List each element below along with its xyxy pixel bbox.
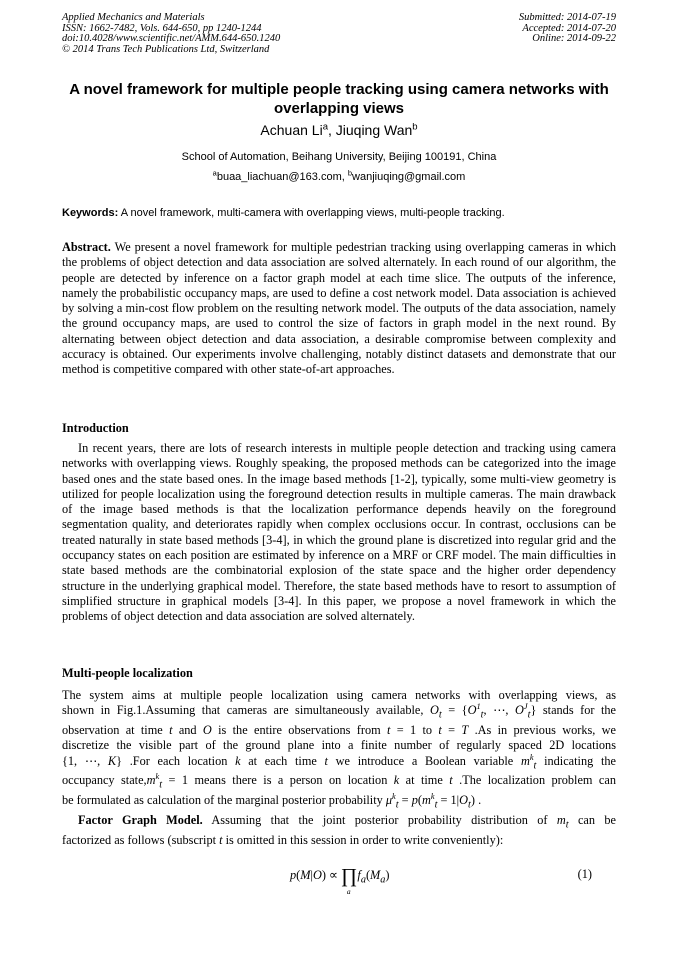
abstract — [62, 240, 616, 378]
text-run: shown in Fig.1.Assuming that cameras are simultaneously available, — [62, 703, 430, 718]
text-run: be formulated as calculation of the marginal posterior probability — [62, 793, 386, 808]
equation-1 — [62, 865, 616, 896]
factor-graph-model-label: Factor Graph Model. — [78, 812, 203, 827]
math-symbol: k — [235, 753, 241, 768]
observation-formula — [429, 702, 537, 721]
text-run: can be — [568, 812, 616, 827]
math-operator: = 1 — [390, 723, 417, 738]
math-symbol: O — [514, 703, 524, 718]
text-line: discretize the visible part of the ground plane into a finite number of regularly spaced 2D locations — [62, 738, 616, 753]
author-1: Achuan Li — [260, 122, 323, 138]
math-symbol: t — [169, 723, 173, 738]
math-operator: | — [310, 868, 313, 882]
math-symbol: f — [357, 868, 361, 882]
math-symbol: m — [146, 773, 156, 788]
equation-body — [290, 865, 390, 896]
text-run: . — [475, 793, 482, 808]
math-subscript: a — [380, 874, 386, 886]
math-operator: , ⋯, — [483, 703, 515, 718]
math-symbol: t — [387, 723, 391, 738]
text-run: .As in previous works, we — [468, 723, 616, 738]
author-2: Jiuqing Wan — [335, 122, 413, 138]
journal-doi: doi:10.4028/www.scientific.net/AMM.644-650.1240 — [62, 33, 281, 44]
math-operator: = — [441, 723, 462, 738]
math-symbol: m — [520, 753, 530, 768]
math-subscript: a — [346, 887, 351, 896]
math-subscript: t — [159, 779, 163, 791]
date-accepted: Accepted: 2014-07-20 — [522, 22, 616, 34]
text-run: .For each location — [122, 753, 236, 768]
keywords-text: A novel framework, multi-camera with overlapping views, multi-people tracking. — [118, 207, 505, 219]
text-run: means there is a person on location — [188, 773, 394, 788]
email-separator: , — [341, 171, 348, 183]
math-symbol: m — [421, 793, 431, 808]
math-operator: } — [530, 703, 537, 718]
email-b-mark: b — [347, 168, 353, 178]
text-line — [62, 793, 616, 813]
text-run: observation at time — [62, 723, 170, 738]
text-run: is the entire observations from — [211, 723, 388, 738]
product-sign: ∏ — [340, 865, 358, 887]
math-symbol: t — [449, 773, 453, 788]
math-subscript: t — [480, 709, 484, 721]
math-symbol: M — [300, 868, 311, 882]
text-line — [62, 703, 616, 723]
math-operator: ( — [365, 868, 371, 882]
journal-copyright: © 2014 Trans Tech Publications Ltd, Switzerland — [62, 43, 270, 55]
author-1-affil-mark: a — [322, 121, 328, 133]
text-line — [62, 833, 616, 848]
text-run: is omitted in this session in order to write conveniently): — [222, 832, 504, 847]
introduction-paragraph: In recent years, there are lots of research interests in multiple people detection and tracking using camera networks with overlapping views. Roughly speaking, the proposed methods can be categorized into the image based ones and the state based ones. In the image based methods [1-2], typically, some multi-view geometry is utilized for people localization using the foreground detection results in multiple cameras. The main drawback of the image based methods is that the localization performance depends heavily on the foreground segmentation quality, and deteriorates rapidly when complex occlusions occur. In contrast, occlusions can be treated naturally in state based methods [3-4], in which the ground plane is discretized into regular grid and the occupancy states on each position are estimated by inference on a MRF or CRF model. The main difficulties in state based methods are the combinatorial explosion of the state space and the higher order dependency structure in the underlying graphical model. Therefore, the state based methods have to resort to assumption of simplified structure in graphical models [3-4]. In this paper, we propose a novel framework in which the problems of object detection and data association are solved alternately. — [62, 441, 616, 624]
text-line — [62, 813, 616, 833]
affiliation: School of Automation, Beihang University, Beijing 100191, China — [181, 151, 497, 163]
keywords-label: Keywords: — [62, 207, 119, 219]
author-list — [40, 121, 638, 139]
section-heading-introduction: Introduction — [62, 421, 129, 435]
text-line — [62, 754, 616, 774]
text-line — [62, 773, 616, 793]
math-subscript: t — [438, 709, 442, 721]
text-run: we introduce a Boolean variable — [327, 753, 521, 768]
date-submitted: Submitted: 2014-07-19 — [518, 12, 616, 23]
paper-title: A novel framework for multiple people tracking using camera networks with overlapping views — [69, 81, 609, 117]
product-symbol — [340, 865, 358, 896]
keywords — [62, 206, 622, 220]
math-operator: = 1 — [162, 773, 189, 788]
journal-header-left — [62, 13, 280, 55]
math-operator: ) — [321, 868, 326, 882]
text-run: and — [172, 723, 203, 738]
abstract-text: We present a novel framework for multiple pedestrian tracking using overlapping cameras in which the problems of object detection and data association are solved alternately. In each round of our algorithm, the people are detected by inference on a factor graph model at each time slice. The outputs of the inference, namely the probabilistic occupancy maps, are used to define a cost network model. Data association is achieved by solving a min-cost flow problem on the resulting network model. The outputs of the data association, namely the ground occupancy maps, are used to control the size of factors in graph model in the next round. By alternating between object detection and data association, a desirable compromise between complexity and accuracy is obtained. Our experiments involve challenging, notably distinct datasets and demonstrate that our method is competitive compared with other state-of-art approaches. — [62, 240, 616, 377]
math-subscript: t — [395, 799, 399, 811]
math-subscript: a — [360, 874, 366, 886]
math-superscript: k — [155, 772, 160, 782]
author-emails — [40, 170, 638, 184]
math-symbol: M — [370, 868, 381, 882]
math-superscript: k — [529, 752, 534, 762]
math-symbol: p — [290, 868, 297, 882]
math-symbol: O — [312, 868, 322, 882]
math-superscript: k — [392, 792, 396, 802]
math-symbol: T — [461, 723, 469, 738]
text-run: indicating the — [536, 753, 616, 768]
math-operator: | — [456, 793, 460, 808]
math-operator: = — [398, 793, 412, 808]
email-a-mark: a — [212, 168, 217, 178]
math-operator: ( — [417, 793, 422, 808]
text-run: occupancy state, — [62, 773, 147, 788]
math-superscript: k — [430, 792, 435, 802]
math-symbol: K — [107, 753, 117, 768]
proportional-symbol: ∝ — [325, 868, 341, 882]
multi-people-localization-paragraph — [62, 688, 616, 848]
math-superscript: J — [523, 702, 528, 712]
abstract-label: Abstract. — [62, 240, 111, 254]
math-symbol: μ — [385, 793, 393, 808]
math-subscript: t — [527, 709, 531, 721]
text-line: The system aims at multiple people localization using camera networks with overlapping views, as — [62, 688, 616, 702]
email-a: buaa_liachuan@163.com — [216, 171, 342, 183]
math-symbol: t — [219, 832, 223, 847]
math-symbol: O — [467, 703, 477, 718]
math-symbol: k — [393, 773, 400, 788]
math-symbol: O — [429, 703, 439, 718]
math-symbol: t — [324, 753, 328, 768]
math-symbol: O — [459, 793, 469, 808]
equation-number: (1) — [577, 867, 592, 881]
math-operator: } — [116, 753, 122, 768]
math-symbol: t — [438, 723, 442, 738]
author-separator: , — [327, 122, 336, 138]
text-run: factorized as follows (subscript — [62, 832, 220, 847]
text-run: stands for the — [536, 703, 616, 718]
math-superscript: 1 — [476, 702, 481, 712]
math-operator: ( — [296, 868, 301, 882]
section-heading-multi-people-localization: Multi-people localization — [62, 666, 193, 680]
journal-header-right — [519, 13, 616, 45]
math-subscript: t — [533, 760, 537, 772]
text-line — [62, 723, 616, 738]
math-subscript: t — [434, 799, 438, 811]
math-symbol: O — [202, 723, 212, 738]
text-run: Assuming that the joint posterior probability distribution of — [202, 812, 557, 827]
journal-name: Applied Mechanics and Materials — [62, 12, 205, 23]
author-2-affil-mark: b — [412, 121, 418, 133]
text-run: at time — [399, 773, 450, 788]
journal-issn: ISSN: 1662-7482, Vols. 644-650, pp 1240-1244 — [62, 22, 262, 34]
math-operator: {1, ⋯, — [62, 753, 108, 768]
text-run: to — [416, 723, 439, 738]
date-online: Online: 2014-09-22 — [532, 33, 616, 44]
email-b: wanjiuqing@gmail.com — [352, 171, 466, 183]
math-symbol: p — [411, 793, 418, 808]
text-run: .The localization problem can — [452, 773, 616, 788]
text-run: at each time — [240, 753, 325, 768]
math-operator: ) — [470, 793, 475, 808]
math-operator: = { — [441, 703, 468, 718]
math-subscript: t — [468, 799, 471, 811]
math-operator: ) — [385, 868, 390, 882]
math-operator: = 1 — [437, 793, 457, 808]
math-subscript: t — [565, 819, 569, 831]
math-symbol: m — [556, 812, 566, 827]
